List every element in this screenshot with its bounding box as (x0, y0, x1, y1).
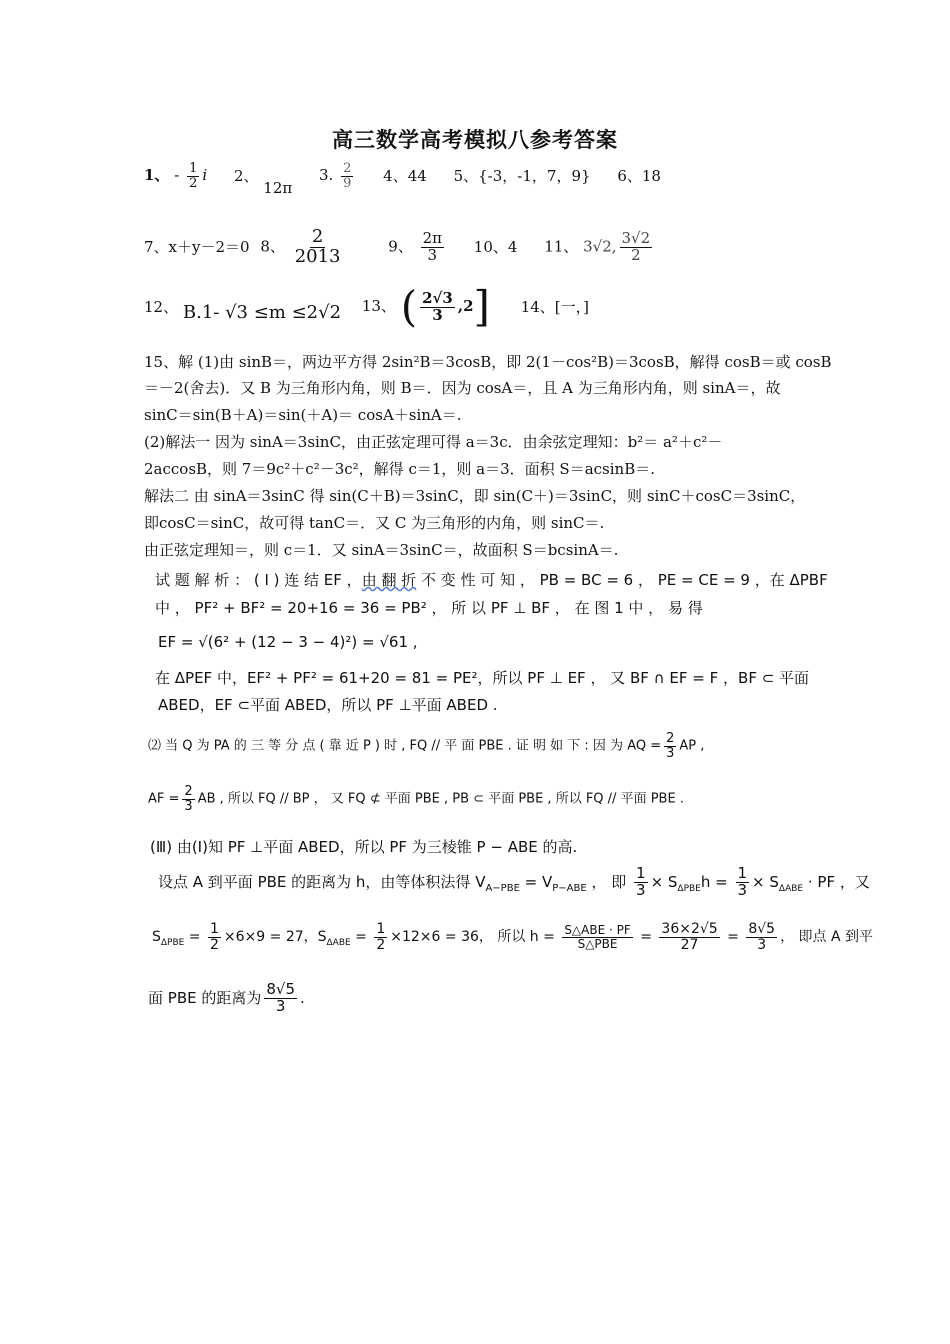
q15-line-6: 解法二 由 sinA＝3sinC 得 sin(C＋B)＝3sinC，即 sin(C＋)＝3sinC，则 sinC＋cosC＝3sinC， (144, 487, 806, 505)
answer-6: 6、18 (617, 167, 661, 186)
q15-line-1: 15、解 (1)由 sinB＝，两边平方得 2sin²B＝3cosB，即 2(1－cos²B)＝3cosB，解得 cosB＝或 cosB (144, 353, 832, 371)
answer-13: 13、 ( $\frac{2√3}{3}$ ,2] (361, 282, 490, 331)
fraction: $\frac{1}{2}$ (376, 921, 386, 953)
q16-line-3: EF = √(6² + (12 − 3 − 4)²) = √61 , (158, 633, 418, 651)
answers-row-2 (144, 228, 677, 267)
q15-line-5: 2accosB，则 7＝9c²＋c²－3c²，解得 c＝1，则 a＝3．面积 S＝acsinB＝. (144, 460, 655, 478)
answer-1: 1、 - $\frac{1}{2}$ i (144, 161, 208, 191)
answers-row-3 (144, 282, 611, 331)
fraction: $\frac{2}{3}$ (666, 731, 675, 761)
answer-10: 10、4 (473, 238, 518, 257)
q15-line-4: (2)解法一 因为 sinA＝3sinC，由正弦定理可得 a＝3c．由余弦定理知：b²＝ a²＋c²－ (144, 433, 723, 451)
answer-9: 9、 $\frac{2\pi}{3}$ (388, 229, 443, 264)
answer-7: 7、x＋y－2＝0 (144, 238, 250, 257)
fraction: $\frac{1}{3}$ (636, 864, 646, 899)
answer-4: 4、44 (383, 167, 427, 186)
q15-line-8: 由正弦定理知＝，则 c＝1．又 sinA＝3sinC＝，故面积 S＝bcsinA＝. (144, 541, 619, 559)
fraction: $\frac{2}{2013}$ (294, 226, 341, 267)
answer-11: 11、 3√2, $\frac{3√2}{2}$ (544, 229, 651, 264)
answer-14: 14、[一，] (520, 298, 589, 316)
answer-12: 12、 B.1- √3 ≤m ≤2√2 (144, 298, 342, 323)
fraction: $\frac{\text{S△ABE · PF}}{\text{S△PBE}}$ (564, 923, 631, 951)
q16-line-9: 设点 A 到平面 PBE 的距离为 h，由等体积法得 $V_{A-PBE} = V_{P-ABE}$ ， 即 $\frac{1}{3}$ × $S_{\Delta PBE}h$ = $\frac{1}{3}$ × $S_{\Delta ABE}$ · PF ，又 (158, 864, 870, 899)
answer-2: 2、 12π (233, 167, 293, 198)
fraction: $\frac{2}{9}$ (343, 161, 352, 191)
q16-line-10: $S_{\Delta PBE}$ = $\frac{1}{2}$ ×6×9 = 27，$S_{\Delta ABE}$ = $\frac{1}{2}$ ×12×6 = 36， 所以 h = $\frac{\text{S△ABE · PF}}{\text{S△PBE}}$ = $\frac{36\times 2√5}{27}$ = $\frac{8√5}{3}$ ， 即点 A 到平 (152, 921, 874, 953)
fraction: $\frac{1}{2}$ (189, 161, 198, 191)
answer-3: 3. $\frac{2}{9}$ (319, 161, 352, 191)
q15-line-3: sinC＝sin(B＋A)＝sin(＋A)＝ cosA＋sinA＝. (144, 406, 462, 424)
answer-5: 5、{-3，-1，7，9} (453, 167, 591, 186)
q16-line-8: (Ⅲ) 由(Ⅰ)知 PF ⊥平面 ABED，所以 PF 为三棱锥 P − ABE 的高. (150, 838, 578, 856)
fraction: $\frac{8√5}{3}$ (748, 921, 776, 953)
fraction: $\frac{1}{3}$ (737, 864, 748, 899)
answer-8: 8、 $\frac{2}{2013}$ (260, 226, 341, 267)
q16-line-2: 中 ， PF² + BF² = 20+16 = 36 = PB² ， 所 以 PF ⊥ BF ， 在 图 1 中 ， 易 得 (155, 599, 703, 617)
fraction: $\frac{8√5}{3}$ (266, 980, 296, 1015)
fraction: $\frac{3√2}{2}$ (621, 229, 651, 264)
q15-line-7: 即cosC＝sinC，故可得 tanC＝．又 C 为三角形的内角，则 sinC＝. (144, 514, 605, 532)
page-title: 高三数学高考模拟八参考答案 (332, 127, 618, 152)
fraction: $\frac{2\pi}{3}$ (422, 229, 443, 264)
fraction: $\frac{1}{2}$ (209, 921, 219, 953)
q16-line-7: AF = $\frac{2}{3}$ AB , 所以 FQ // BP ， 又 FQ ⊄ 平面 PBE , PB ⊂ 平面 PBE , 所以 FQ // 平面 PBE . (148, 784, 684, 814)
fraction: $\frac{2√3}{3}$ (422, 288, 453, 324)
q16-line-4: 在 ΔPEF 中，EF² + PF² = 61+20 = 81 = PE²，所以 PF ⊥ EF ， 又 BF ∩ EF = F ，BF ⊂ 平面 (155, 669, 810, 687)
fraction: $\frac{2}{3}$ (184, 784, 193, 814)
answers-row-1 (144, 161, 683, 198)
q16-line-6: ⑵ 当 Q 为 PA 的 三 等 分 点 ( 靠 近 P ) 时 , FQ // 平 面 PBE . 证 明 如 下 : 因 为 AQ = $\frac{2}{3}$ AP , (148, 731, 705, 761)
q15-line-2: ＝－2(舍去)．又 B 为三角形内角，则 B＝．因为 cosA＝，且 A 为三角形内角，则 sinA＝，故 (144, 379, 781, 397)
q16-line-5: ABED，EF ⊂平面 ABED，所以 PF ⊥平面 ABED . (158, 696, 498, 714)
q16-line-1: 试 题 解 析 ： ( Ⅰ ) 连 结 EF ，由 翻 折 不 变 性 可 知 ， PB = BC = 6 ， PE = CE = 9 ，在 ΔPBF (155, 571, 828, 589)
q16-line-11: 面 PBE 的距离为 $\frac{8√5}{3}$ . (148, 980, 305, 1015)
fraction: $\frac{36\times 2√5}{27}$ (661, 921, 718, 953)
